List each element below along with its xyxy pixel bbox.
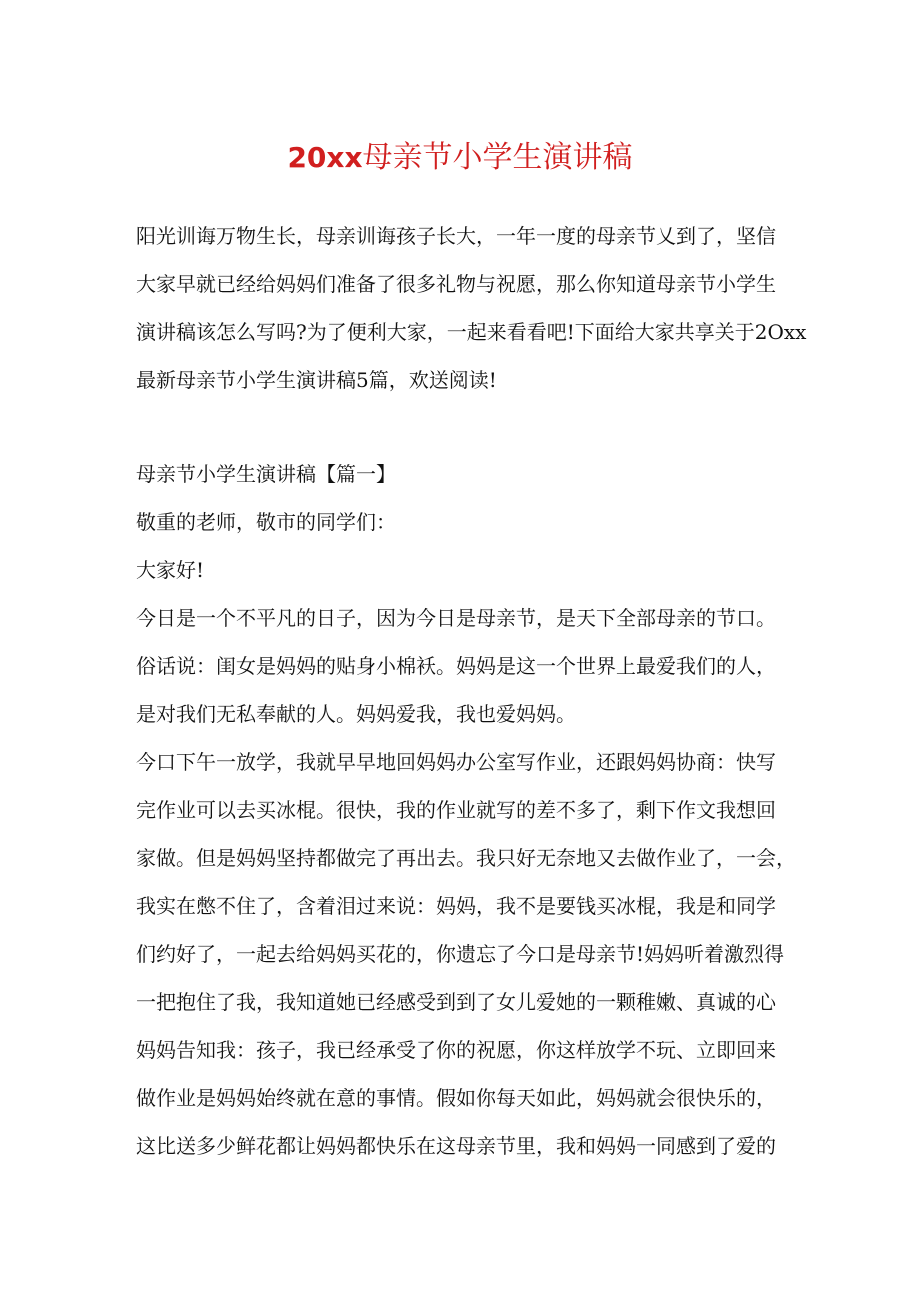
greeting: 大家好!: [136, 558, 205, 582]
intro-line: 最新母亲节小学生演讲稿5篇，欢送阅读!: [136, 368, 497, 392]
body-line: 是对我们无私奉献的人。妈妈爱我，我也爱妈妈。: [136, 702, 576, 726]
intro-line: 阳光训诲万物生长，母亲训诲孩子长大，一年一度的母亲节乂到了，坚信: [136, 224, 776, 248]
title-year: 20xx: [287, 141, 363, 174]
document-title: [0, 136, 920, 180]
paragraph-gap: [136, 404, 796, 450]
body-line: 妈妈告知我：孩子，我已经承受了你的祝愿，你这样放学不玩、立即回来: [136, 1038, 776, 1062]
body-line: 这比送多少鲜花都让妈妈都快乐在这母亲节里，我和妈妈一同感到了爱的: [136, 1134, 776, 1158]
body-line: 今口下午一放学，我就早早地回妈妈办公室写作业，还跟妈妈协商：快写: [136, 750, 776, 774]
body-line: 一把抱住了我，我知道她已经感受到到了女儿爱她的一颗稚嫩、真诚的心: [136, 990, 776, 1014]
body-line: 完作业可以去买冰棍。很快，我的作业就写的差不多了，剩下作文我想回: [136, 798, 776, 822]
title-text: 母亲节小学生演讲稿: [362, 140, 633, 175]
section-heading: 母亲节小学生演讲稿【篇一】: [136, 462, 396, 486]
intro-line: 大家早就已经给妈妈们准备了很多礼物与祝愿，那么你知道母亲节小学生: [136, 272, 776, 296]
body-line: 今日是一个不平凡的日子，因为今日是母亲节，是天下全部母亲的节口。: [136, 606, 776, 630]
intro-line: 演讲稿该怎么写吗?为了便利大家，一起来看看吧!下面给大家共享关于2Oxx: [136, 320, 807, 344]
document-body: [136, 212, 807, 1170]
body-line: 我实在憋不住了，含着泪过来说：妈妈，我不是要钱买冰棍，我是和同学: [136, 894, 776, 918]
body-line: 俗话说：闺女是妈妈的贴身小棉袄。妈妈是这一个世界上最爱我们的人，: [136, 654, 776, 678]
body-line: 家做。但是妈妈坚持都做完了再出去。我只好无奈地又去做作业了，一会，: [136, 846, 796, 870]
body-line: 做作业是妈妈始终就在意的事情。假如你每天如此，妈妈就会很快乐的，: [136, 1086, 776, 1110]
salutation: 敬重的老师，敬市的同学们：: [136, 510, 396, 534]
body-line: 们约好了，一起去给妈妈买花的，你遗忘了今口是母亲节!妈妈听着激烈得: [136, 942, 785, 966]
